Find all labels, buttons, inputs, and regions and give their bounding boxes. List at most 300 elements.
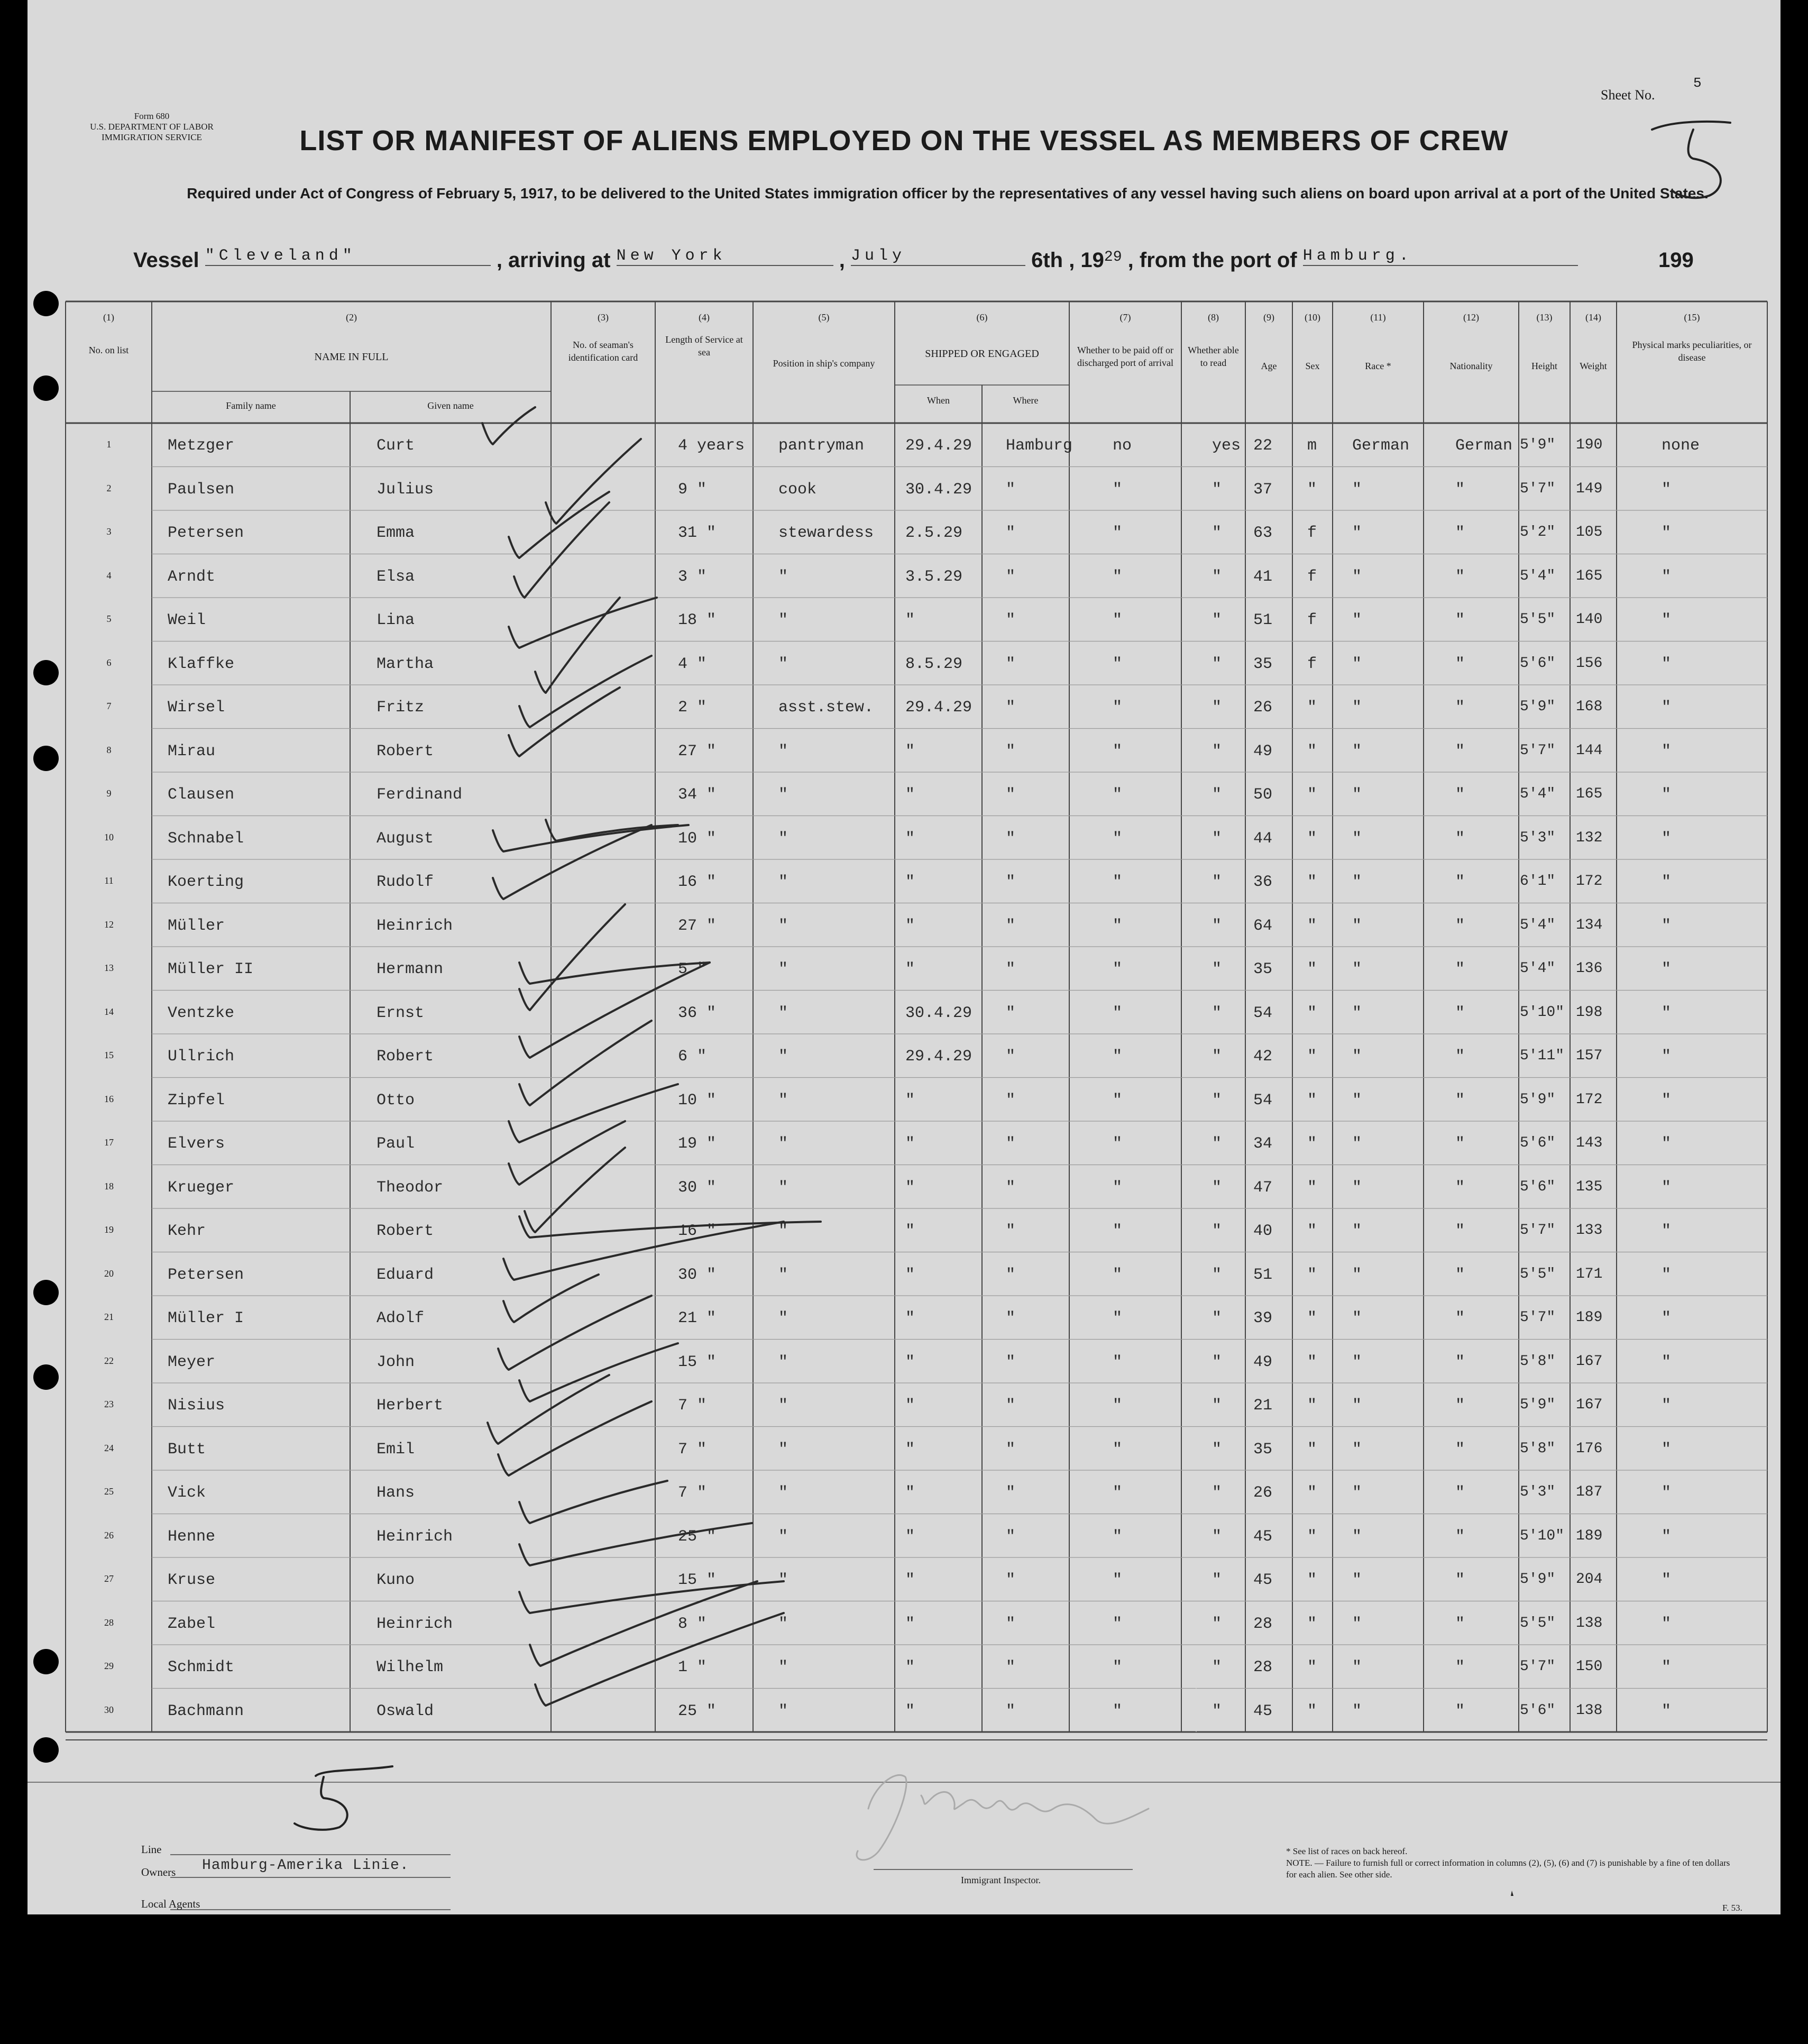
cell-read: " [1212,1266,1222,1284]
cell-position: " [778,1266,788,1284]
cell-given: Herbert [377,1397,444,1415]
check-mark [519,1481,667,1523]
cell-race: " [1352,480,1362,499]
cell-sex: " [1307,1309,1317,1327]
check-mark [525,1148,625,1232]
column-number: (12) [1463,312,1479,323]
binder-hole [33,375,59,401]
cell-race: " [1352,786,1362,804]
owners-label: Owners [141,1866,176,1878]
row-number: 27 [104,1573,114,1584]
cell-family: Paulsen [168,480,235,499]
cell-service: 15 " [678,1353,717,1371]
form-code: F. 53. [1722,1903,1742,1913]
column-header: Physical marks peculiarities, or disease [1632,340,1752,363]
column-subheader: Where [1013,395,1039,406]
cell-position: asst.stew. [778,699,874,717]
cell-paid: " [1113,1571,1123,1589]
row-number: 6 [106,657,112,668]
cell-given: Eduard [377,1266,434,1284]
column-header: Sex [1305,361,1320,371]
cell-service: 4 years [678,437,745,455]
cell-marks: " [1662,1440,1672,1459]
row-number: 18 [104,1180,114,1191]
cell-age: 45 [1253,1527,1273,1546]
cell-where: " [1006,480,1016,499]
cell-service: 30 " [678,1178,717,1197]
column-header: Nationality [1449,361,1493,371]
cell-family: Schmidt [168,1658,235,1676]
cell-sex: " [1307,1571,1317,1589]
column-header: Height [1531,361,1557,371]
cell-sex: f [1307,524,1317,542]
cell-marks: " [1662,1266,1672,1284]
cell-service: 10 " [678,829,717,848]
cell-nationality: " [1455,611,1465,629]
cell-given: Ferdinand [377,786,463,804]
check-mark [519,904,625,1010]
cell-when: " [905,611,915,629]
cell-height: 5'10" [1520,1527,1565,1544]
cell-height: 5'5" [1520,611,1556,628]
cell-service: 18 " [678,611,717,629]
cell-weight: 189 [1576,1309,1603,1326]
cell-weight: 204 [1576,1571,1603,1588]
check-mark [482,407,535,444]
cell-age: 45 [1253,1702,1273,1720]
cell-when: " [905,1309,915,1327]
cell-service: 1 " [678,1658,707,1676]
cell-marks: " [1662,611,1672,629]
cell-family: Petersen [168,1266,244,1284]
cell-given: Robert [377,1048,434,1066]
cell-race: " [1352,1440,1362,1459]
cell-age: 50 [1253,786,1273,804]
owners-value: Hamburg-Amerika Linie. [202,1857,409,1874]
cell-sex: " [1307,742,1317,760]
cell-sex: " [1307,1397,1317,1415]
cell-age: 35 [1253,655,1273,673]
cell-when: " [905,1440,915,1459]
check-mark [519,1523,752,1565]
cell-weight: 168 [1576,699,1603,715]
cell-nationality: " [1455,1004,1465,1022]
cell-read: " [1212,567,1222,586]
cell-race: " [1352,1702,1362,1720]
cell-sex: " [1307,1484,1317,1502]
cell-position: " [778,655,788,673]
cell-when: " [905,1178,915,1197]
column-header: Position in ship's company [773,358,875,369]
column-number: (9) [1263,312,1274,323]
cell-height: 5'5" [1520,1266,1556,1282]
row-number: 25 [104,1486,114,1497]
cell-nationality: " [1455,829,1465,848]
cell-marks: " [1662,960,1672,978]
cell-height: 5'9" [1520,1397,1556,1413]
cell-sex: " [1307,1353,1317,1371]
row-number: 23 [104,1399,114,1409]
cell-marks: " [1662,1527,1672,1546]
cell-nationality: " [1455,699,1465,717]
cell-service: 15 " [678,1571,717,1589]
cell-height: 5'9" [1520,699,1556,715]
cell-age: 49 [1253,742,1273,760]
cell-sex: " [1307,873,1317,891]
column-number: (10) [1305,312,1320,323]
cell-nationality: " [1455,1222,1465,1240]
cell-given: Hermann [377,960,444,978]
cell-where: " [1006,524,1016,542]
cell-race: " [1352,1048,1362,1066]
cell-paid: " [1113,960,1123,978]
arrival-year: 29 [1104,249,1122,265]
cell-paid: " [1113,1048,1123,1066]
row-number: 28 [104,1617,114,1628]
cell-weight: 135 [1576,1178,1603,1195]
column-header: Whether able to read [1188,345,1239,368]
cell-sex: " [1307,786,1317,804]
cell-marks: " [1662,524,1672,542]
row-number: 13 [104,963,114,973]
column-number: (14) [1585,312,1601,323]
cell-sex: " [1307,1004,1317,1022]
cell-family: Metzger [168,437,235,455]
cell-weight: 172 [1576,873,1603,890]
cell-race: " [1352,916,1362,935]
cell-age: 21 [1253,1397,1273,1415]
column-header: Whether to be paid off or discharged port of arrival [1077,345,1174,368]
cell-position: " [778,1309,788,1327]
binder-hole [33,1649,59,1674]
cell-service: 34 " [678,786,717,804]
cell-read: " [1212,1004,1222,1022]
cell-when: " [905,1266,915,1284]
cell-where: " [1006,960,1016,978]
cell-paid: " [1113,1527,1123,1546]
cell-service: 4 " [678,655,707,673]
check-mark [493,825,689,851]
cell-age: 35 [1253,960,1273,978]
cell-race: " [1352,1571,1362,1589]
cell-age: 22 [1253,437,1273,455]
vessel-line: Vessel "Cleveland" , arriving at New York , July 6th , $19^{29}$ , from the port of Hamburg. 199 [133,247,1694,272]
cell-when: 29.4.29 [905,699,972,717]
cell-position: " [778,960,788,978]
cell-nationality: " [1455,1440,1465,1459]
cell-age: 63 [1253,524,1273,542]
cell-race: " [1352,1658,1362,1676]
cell-height: 5'7" [1520,1658,1556,1675]
cell-position: " [778,1571,788,1589]
cell-race: " [1352,1266,1362,1284]
row-number: 20 [104,1268,114,1279]
cell-service: 21 " [678,1309,717,1327]
cell-weight: 171 [1576,1266,1603,1282]
check-mark [530,1581,757,1666]
cell-sex: " [1307,1440,1317,1459]
cell-race: " [1352,1004,1362,1022]
arrival-day: 6th [1031,249,1063,272]
cell-read: " [1212,873,1222,891]
cell-family: Arndt [168,567,216,586]
cell-given: Heinrich [377,916,453,935]
cell-position: " [778,1484,788,1502]
cell-when: " [905,1571,915,1589]
cell-family: Henne [168,1527,216,1546]
cell-race: " [1352,829,1362,848]
cell-race: " [1352,1135,1362,1153]
cell-age: 51 [1253,611,1273,629]
row-number: 15 [104,1050,114,1060]
cell-position: " [778,1353,788,1371]
cell-where: " [1006,1527,1016,1546]
check-mark [509,598,657,648]
cell-sex: m [1307,437,1317,455]
cell-given: Adolf [377,1309,425,1327]
column-subheader: Given name [427,400,474,411]
cell-given: August [377,829,434,848]
cell-nationality: " [1455,1048,1465,1066]
cell-position: " [778,1440,788,1459]
cell-family: Kruse [168,1571,216,1589]
cell-sex: " [1307,829,1317,848]
cell-family: Koerting [168,873,244,891]
cell-when: " [905,1222,915,1240]
cell-paid: " [1113,1309,1123,1327]
cell-given: John [377,1353,415,1371]
cell-age: 54 [1253,1004,1273,1022]
cell-height: 5'8" [1520,1353,1556,1370]
cell-when: " [905,1615,915,1633]
cell-when: " [905,786,915,804]
cell-nationality: " [1455,1266,1465,1284]
cell-paid: " [1113,1397,1123,1415]
cell-weight: 165 [1576,567,1603,584]
cell-weight: 172 [1576,1091,1603,1108]
cell-where: " [1006,1658,1016,1676]
cell-read: " [1212,1091,1222,1110]
cell-nationality: " [1455,1702,1465,1720]
cell-weight: 144 [1576,742,1603,759]
cell-weight: 150 [1576,1658,1603,1675]
cell-service: 27 " [678,916,717,935]
cell-where: " [1006,655,1016,673]
cell-service: 10 " [678,1091,717,1110]
cell-nationality: " [1455,873,1465,891]
cell-age: 35 [1253,1440,1273,1459]
row-number: 12 [104,919,114,930]
cell-when: " [905,1484,915,1502]
cell-race: " [1352,873,1362,891]
cell-nationality: German [1455,437,1513,455]
cell-read: " [1212,1484,1222,1502]
cell-nationality: " [1455,1571,1465,1589]
cell-nationality: " [1455,1615,1465,1633]
cell-sex: f [1307,567,1317,586]
cell-marks: " [1662,1658,1672,1676]
cell-read: " [1212,611,1222,629]
cell-position: cook [778,480,817,499]
vessel-name: "Cleveland" [205,247,491,266]
immigrant-inspector-label: Immigrant Inspector. [961,1875,1041,1885]
cell-read: " [1212,1178,1222,1197]
cell-read: " [1212,699,1222,717]
cell-read: " [1212,742,1222,760]
cell-read: " [1212,1615,1222,1633]
check-mark [498,1401,651,1475]
cell-paid: " [1113,916,1123,935]
cell-position: " [778,1397,788,1415]
column-header: SHIPPED OR ENGAGED [925,348,1039,360]
cell-family: Weil [168,611,206,629]
cell-where: " [1006,1266,1016,1284]
cell-weight: 198 [1576,1004,1603,1021]
cell-service: 36 " [678,1004,717,1022]
cell-age: 42 [1253,1048,1273,1066]
cell-given: Paul [377,1135,415,1153]
cell-position: " [778,1615,788,1633]
cell-marks: " [1662,1222,1672,1240]
cell-nationality: " [1455,1527,1465,1546]
cell-weight: 134 [1576,916,1603,933]
cell-paid: " [1113,829,1123,848]
cell-paid: " [1113,1484,1123,1502]
cell-paid: " [1113,567,1123,586]
cell-read: " [1212,1397,1222,1415]
cell-nationality: " [1455,960,1465,978]
cell-given: Heinrich [377,1615,453,1633]
cell-weight: 167 [1576,1397,1603,1413]
cell-race: " [1352,567,1362,586]
cell-sex: " [1307,916,1317,935]
arrival-month: July [851,247,1025,266]
cell-marks: " [1662,916,1672,935]
column-subheader: When [927,395,950,406]
cell-service: 7 " [678,1440,707,1459]
cell-where: " [1006,1397,1016,1415]
cell-nationality: " [1455,1309,1465,1327]
cell-marks: " [1662,1004,1672,1022]
cell-where: " [1006,1178,1016,1197]
cell-family: Mirau [168,742,216,760]
cell-where: " [1006,611,1016,629]
cell-marks: " [1662,1135,1672,1153]
cell-race: " [1352,1091,1362,1110]
check-mark [535,1613,784,1706]
cell-where: " [1006,1484,1016,1502]
cell-race: " [1352,655,1362,673]
cell-given: Otto [377,1091,415,1110]
cell-paid: " [1113,1615,1123,1633]
cell-position: " [778,829,788,848]
page-title: LIST OR MANIFEST OF ALIENS EMPLOYED ON THE VESSEL AS MEMBERS OF CREW [299,125,1509,157]
cell-weight: 157 [1576,1048,1603,1064]
cell-race: " [1352,1222,1362,1240]
cell-family: Vick [168,1484,206,1502]
table-grid [27,0,1781,1914]
cell-given: Robert [377,742,434,760]
cell-family: Zipfel [168,1091,225,1110]
cell-position: " [778,786,788,804]
cell-when: 30.4.29 [905,1004,972,1022]
cell-family: Nisius [168,1397,225,1415]
cell-service: 25 " [678,1527,717,1546]
cell-where: " [1006,1048,1016,1066]
cell-given: Martha [377,655,434,673]
cell-service: 16 " [678,873,717,891]
cell-service: 8 " [678,1615,707,1633]
cell-sex: " [1307,699,1317,717]
cell-height: 5'2" [1520,524,1556,540]
cell-service: 25 " [678,1702,717,1720]
form-identifier: Form 680 U.S. DEPARTMENT OF LABOR IMMIGRATION SERVICE [90,111,214,142]
column-number: (4) [699,312,710,323]
cell-marks: " [1662,1178,1672,1197]
cell-sex: " [1307,960,1317,978]
cell-nationality: " [1455,655,1465,673]
cell-marks: " [1662,480,1672,499]
cell-race: " [1352,1178,1362,1197]
row-number: 14 [104,1006,114,1017]
cell-marks: " [1662,699,1672,717]
cell-family: Müller II [168,960,254,978]
cell-height: 5'5" [1520,1615,1556,1631]
cell-nationality: " [1455,1135,1465,1153]
cell-service: 7 " [678,1484,707,1502]
cell-weight: 138 [1576,1702,1603,1719]
cell-read: " [1212,524,1222,542]
cell-marks: " [1662,873,1672,891]
cell-when: " [905,1527,915,1546]
line-label: Line [141,1843,162,1856]
row-number: 5 [106,613,112,624]
cell-nationality: " [1455,1397,1465,1415]
cell-given: Ernst [377,1004,425,1022]
row-number: 24 [104,1442,114,1453]
cell-paid: no [1113,437,1132,455]
cell-when: " [905,1658,915,1676]
cell-where: " [1006,1615,1016,1633]
cell-race: " [1352,1527,1362,1546]
cell-age: 51 [1253,1266,1273,1284]
cell-sex: f [1307,611,1317,629]
cell-service: 6 " [678,1048,707,1066]
cell-when: 29.4.29 [905,1048,972,1066]
cell-sex: " [1307,1615,1317,1633]
cell-height: 5'9" [1520,437,1556,453]
cell-race: " [1352,1309,1362,1327]
cell-weight: 190 [1576,437,1603,453]
cell-when: " [905,1397,915,1415]
cell-height: 5'4" [1520,786,1556,802]
cell-weight: 140 [1576,611,1603,628]
cell-paid: " [1113,524,1123,542]
cell-sex: " [1307,1135,1317,1153]
cell-marks: " [1662,786,1672,804]
cell-service: 16 " [678,1222,717,1240]
column-number: (8) [1208,312,1219,323]
cell-read: " [1212,1658,1222,1676]
check-mark [488,1375,609,1444]
check-mark [509,1121,625,1185]
cell-where: " [1006,1135,1016,1153]
cell-age: 26 [1253,1484,1273,1502]
cell-position: " [778,567,788,586]
cell-height: 5'7" [1520,480,1556,497]
cell-race: " [1352,1615,1362,1633]
binder-hole [33,1364,59,1390]
